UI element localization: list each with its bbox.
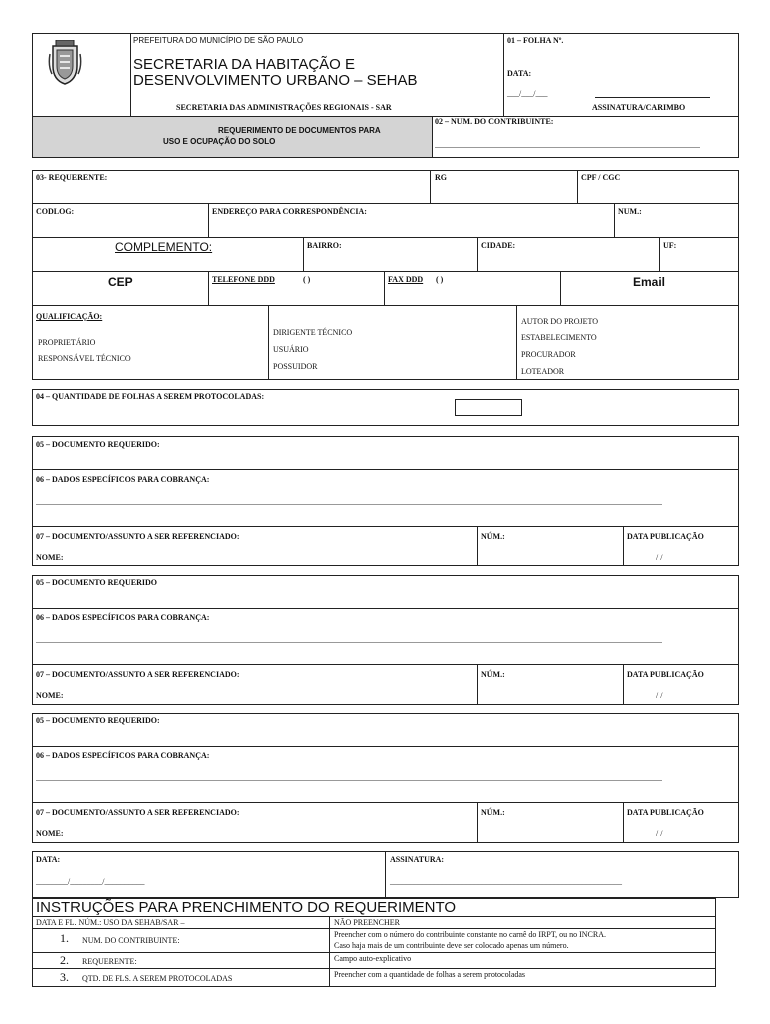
- fax-paren: ( ): [436, 275, 444, 284]
- header-data-blank[interactable]: ___/___/___: [507, 89, 548, 98]
- doc-requerido-label: 05 – DOCUMENTO REQUERIDO:: [36, 716, 160, 725]
- instr-row-number: 3.: [60, 970, 69, 984]
- complemento-label: COMPLEMENTO:: [115, 240, 213, 254]
- qual-estabelecimento[interactable]: ESTABELECIMENTO: [521, 333, 597, 342]
- telefone-label: TELEFONE DDD: [212, 275, 275, 284]
- dados-cobranca-label: 06 – DADOS ESPECÍFICOS PARA COBRANÇA:: [36, 751, 210, 760]
- document-block-3: [32, 713, 739, 843]
- instrucoes-head-left: DATA E FL. NÚM.: USO DA SEHAB/SAR –: [36, 918, 185, 927]
- fax-label: FAX DDD: [388, 275, 424, 284]
- instr-row-label: QTD. DE FLS. A SEREM PROTOCOLADAS: [82, 974, 233, 983]
- footer-assinatura-label: ASSINATURA:: [390, 855, 445, 864]
- cidade-label: CIDADE:: [481, 241, 516, 250]
- secretaria-line1: SECRETARIA DA HABITAÇÃO E: [133, 56, 355, 73]
- instr-row-number: 2.: [60, 953, 69, 967]
- qual-responsavel-tecnico[interactable]: RESPONSÁVEL TÉCNICO: [38, 354, 131, 363]
- num-label: NÚM.:: [481, 670, 505, 679]
- assinatura-carimbo-label: ASSINATURA/CARIMBO: [592, 103, 686, 112]
- footer-data-label: DATA:: [36, 855, 61, 864]
- num-label: NÚM.:: [481, 808, 505, 817]
- telefone-paren: ( ): [303, 275, 311, 284]
- num-label: NUM.:: [618, 207, 642, 216]
- nome-label: NOME:: [36, 829, 64, 838]
- cep-label: CEP: [108, 275, 133, 289]
- qual-loteador[interactable]: LOTEADOR: [521, 367, 565, 376]
- qual-autor-projeto[interactable]: AUTOR DO PROJETO: [521, 317, 599, 326]
- num-contribuinte-label: 02 – NUM. DO CONTRIBUINTE:: [435, 117, 554, 126]
- quantidade-input[interactable]: [455, 399, 522, 416]
- instr-row-label: NUM. DO CONTRIBUINTE:: [82, 936, 180, 945]
- bairro-label: BAIRRO:: [307, 241, 342, 250]
- data-publicacao-label: DATA PUBLICAÇÃO: [627, 532, 704, 541]
- qualificacao-section: [32, 305, 739, 380]
- dados-cobranca-label: 06 – DADOS ESPECÍFICOS PARA COBRANÇA:: [36, 475, 210, 484]
- sar-text: SECRETARIA DAS ADMINISTRAÇÕES REGIONAIS - SAR: [176, 103, 392, 112]
- data-publicacao-label: DATA PUBLICAÇÃO: [627, 808, 704, 817]
- codlog-label: CODLOG:: [36, 207, 75, 216]
- instr-row-label: REQUERENTE:: [82, 957, 137, 966]
- header-data-label: DATA:: [507, 69, 532, 78]
- dados-cobranca-label: 06 – DADOS ESPECÍFICOS PARA COBRANÇA:: [36, 613, 210, 622]
- data-publicacao-slashes[interactable]: / /: [656, 553, 663, 562]
- doc-requerido-label: 05 – DOCUMENTO REQUERIDO:: [36, 440, 160, 449]
- endereco-label: ENDEREÇO PARA CORRESPONDÊNCIA:: [212, 207, 367, 216]
- qual-proprietario[interactable]: PROPRIETÁRIO: [38, 338, 96, 347]
- instrucoes-title: INSTRUÇÕES PARA PRENCHIMENTO DO REQUERIMENTO: [36, 899, 457, 916]
- footer-data-blank[interactable]: ________/________/__________: [36, 877, 145, 886]
- instrucoes-head-right: NÃO PREENCHER: [334, 918, 401, 927]
- quantidade-label: 04 – QUANTIDADE DE FOLHAS A SEREM PROTOCOLADAS:: [36, 392, 265, 401]
- data-publicacao-label: DATA PUBLICAÇÃO: [627, 670, 704, 679]
- footer-assinatura-blank[interactable]: __________________________________________________________: [390, 877, 622, 886]
- instr-row-desc: Caso haja mais de um contribuinte deve ser colocado apenas um número.: [334, 941, 569, 950]
- uf-label: UF:: [663, 241, 677, 250]
- num-label: NÚM.:: [481, 532, 505, 541]
- qual-usuario[interactable]: USUÁRIO: [273, 345, 309, 354]
- data-publicacao-slashes[interactable]: / /: [656, 829, 663, 838]
- document-block-1: [32, 436, 739, 566]
- doc-referenciado-label: 07 – DOCUMENTO/ASSUNTO A SER REFERENCIADO:: [36, 670, 240, 679]
- qualificacao-title: QUALIFICAÇÃO:: [36, 312, 103, 321]
- qual-procurador[interactable]: PROCURADOR: [521, 350, 576, 359]
- instr-row-number: 1.: [60, 931, 69, 945]
- folha-label: 01 – FOLHA Nº.: [507, 36, 564, 45]
- data-publicacao-slashes[interactable]: / /: [656, 691, 663, 700]
- qual-dirigente-tecnico[interactable]: DIRIGENTE TÉCNICO: [273, 328, 353, 337]
- doc-referenciado-label: 07 – DOCUMENTO/ASSUNTO A SER REFERENCIADO:: [36, 532, 240, 541]
- requerimento-title-line2: USO E OCUPAÇÃO DO SOLO: [163, 137, 276, 146]
- document-block-2: [32, 575, 739, 705]
- instr-row-desc: Campo auto-explicativo: [334, 954, 412, 963]
- doc-requerido-label: 05 – DOCUMENTO REQUERIDO: [36, 578, 157, 587]
- doc-referenciado-label: 07 – DOCUMENTO/ASSUNTO A SER REFERENCIADO:: [36, 808, 240, 817]
- nome-label: NOME:: [36, 691, 64, 700]
- secretaria-line2: DESENVOLVIMENTO URBANO – SEHAB: [133, 72, 418, 89]
- cpf-label: CPF / CGC: [581, 173, 621, 182]
- email-label: Email: [633, 275, 666, 289]
- instr-row-desc: Preencher com a quantidade de folhas a serem protocoladas: [334, 970, 526, 979]
- requerente-label: 03- REQUERENTE:: [36, 173, 108, 182]
- prefeitura-text: PREFEITURA DO MUNICÍPIO DE SÃO PAULO: [133, 36, 304, 45]
- coat-of-arms-icon: [48, 40, 82, 86]
- requerimento-title-line1: REQUERIMENTO DE DOCUMENTOS PARA: [218, 126, 381, 135]
- instr-row-desc: Preencher com o número do contribuinte constante no carnê do IRPT, ou no INCRA.: [334, 930, 607, 939]
- qual-possuidor[interactable]: POSSUIDOR: [273, 362, 318, 371]
- rg-label: RG: [435, 173, 447, 182]
- nome-label: NOME:: [36, 553, 64, 562]
